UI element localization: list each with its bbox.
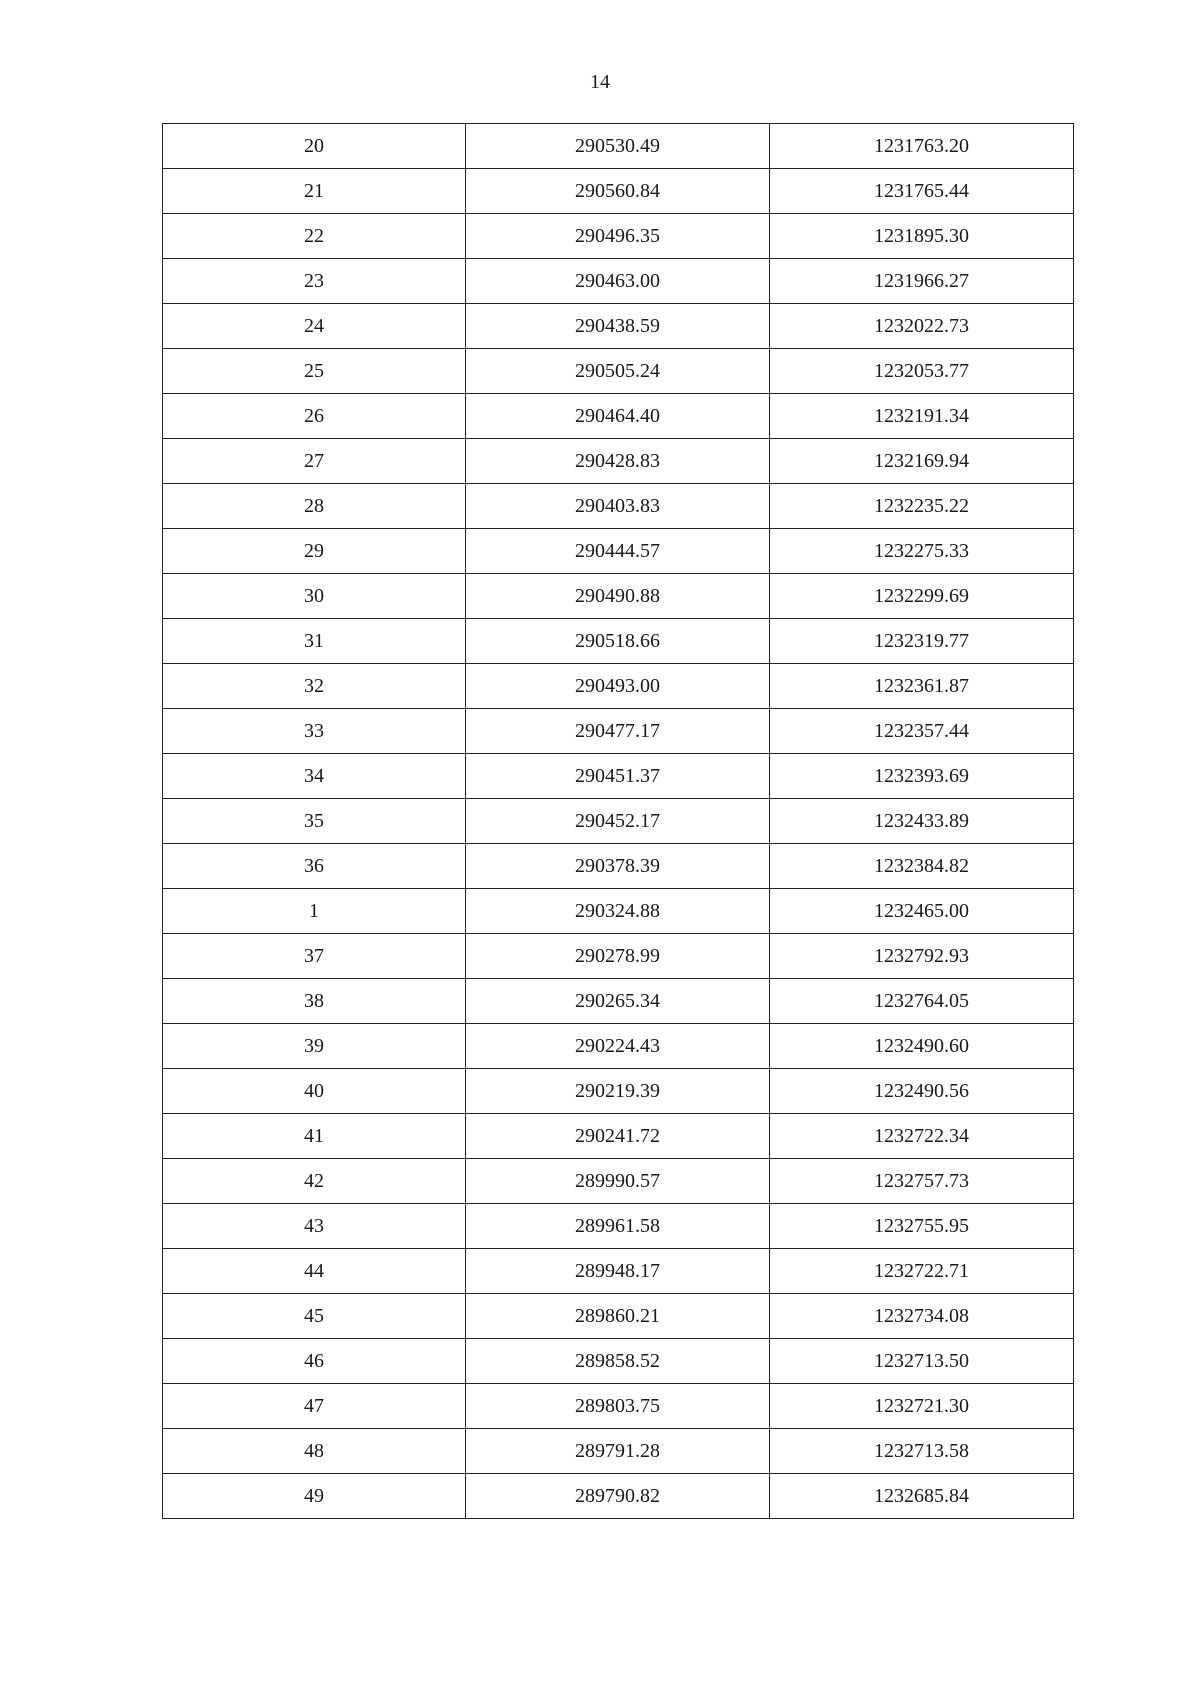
x-coordinate-cell: 289803.75 xyxy=(466,1384,770,1429)
table-row xyxy=(163,304,1074,349)
x-coordinate-cell: 290403.83 xyxy=(466,484,770,529)
point-number-cell: 45 xyxy=(163,1294,466,1339)
point-number-cell: 23 xyxy=(163,259,466,304)
x-coordinate-cell: 290219.39 xyxy=(466,1069,770,1114)
table-row xyxy=(163,844,1074,889)
table-row xyxy=(163,1204,1074,1249)
y-coordinate-cell: 1232053.77 xyxy=(770,349,1074,394)
x-coordinate-cell: 290496.35 xyxy=(466,214,770,259)
table-row xyxy=(163,1294,1074,1339)
y-coordinate-cell: 1232755.95 xyxy=(770,1204,1074,1249)
table-row xyxy=(163,394,1074,439)
y-coordinate-cell: 1232191.34 xyxy=(770,394,1074,439)
point-number-cell: 1 xyxy=(163,889,466,934)
y-coordinate-cell: 1231765.44 xyxy=(770,169,1074,214)
point-number-cell: 46 xyxy=(163,1339,466,1384)
y-coordinate-cell: 1231763.20 xyxy=(770,124,1074,169)
y-coordinate-cell: 1232433.89 xyxy=(770,799,1074,844)
y-coordinate-cell: 1232792.93 xyxy=(770,934,1074,979)
y-coordinate-cell: 1232757.73 xyxy=(770,1159,1074,1204)
y-coordinate-cell: 1232357.44 xyxy=(770,709,1074,754)
x-coordinate-cell: 290241.72 xyxy=(466,1114,770,1159)
y-coordinate-cell: 1232713.58 xyxy=(770,1429,1074,1474)
point-number-cell: 41 xyxy=(163,1114,466,1159)
table-row xyxy=(163,709,1074,754)
point-number-cell: 40 xyxy=(163,1069,466,1114)
y-coordinate-cell: 1232490.56 xyxy=(770,1069,1074,1114)
y-coordinate-cell: 1231895.30 xyxy=(770,214,1074,259)
y-coordinate-cell: 1232734.08 xyxy=(770,1294,1074,1339)
point-number-cell: 30 xyxy=(163,574,466,619)
x-coordinate-cell: 290444.57 xyxy=(466,529,770,574)
table-row xyxy=(163,1339,1074,1384)
point-number-cell: 20 xyxy=(163,124,466,169)
page-number: 14 xyxy=(590,71,610,93)
x-coordinate-cell: 289858.52 xyxy=(466,1339,770,1384)
table-row xyxy=(163,979,1074,1024)
x-coordinate-cell: 290452.17 xyxy=(466,799,770,844)
y-coordinate-cell: 1232022.73 xyxy=(770,304,1074,349)
point-number-cell: 28 xyxy=(163,484,466,529)
table-row xyxy=(163,1159,1074,1204)
y-coordinate-cell: 1232685.84 xyxy=(770,1474,1074,1519)
table-row xyxy=(163,889,1074,934)
table-row xyxy=(163,1474,1074,1519)
table-row xyxy=(163,664,1074,709)
y-coordinate-cell: 1232393.69 xyxy=(770,754,1074,799)
y-coordinate-cell: 1232319.77 xyxy=(770,619,1074,664)
point-number-cell: 43 xyxy=(163,1204,466,1249)
x-coordinate-cell: 289791.28 xyxy=(466,1429,770,1474)
x-coordinate-cell: 290438.59 xyxy=(466,304,770,349)
point-number-cell: 39 xyxy=(163,1024,466,1069)
x-coordinate-cell: 290490.88 xyxy=(466,574,770,619)
table-row xyxy=(163,1069,1074,1114)
table-row xyxy=(163,1429,1074,1474)
x-coordinate-cell: 290464.40 xyxy=(466,394,770,439)
table-body xyxy=(163,124,1074,1519)
point-number-cell: 22 xyxy=(163,214,466,259)
point-number-cell: 34 xyxy=(163,754,466,799)
point-number-cell: 42 xyxy=(163,1159,466,1204)
coordinate-table xyxy=(162,123,1074,1519)
point-number-cell: 37 xyxy=(163,934,466,979)
table-row xyxy=(163,214,1074,259)
point-number-cell: 29 xyxy=(163,529,466,574)
y-coordinate-cell: 1232384.82 xyxy=(770,844,1074,889)
table-row xyxy=(163,124,1074,169)
table-row xyxy=(163,574,1074,619)
table-row xyxy=(163,754,1074,799)
table-row xyxy=(163,349,1074,394)
point-number-cell: 47 xyxy=(163,1384,466,1429)
x-coordinate-cell: 289948.17 xyxy=(466,1249,770,1294)
table-row xyxy=(163,169,1074,214)
table-row xyxy=(163,484,1074,529)
y-coordinate-cell: 1232275.33 xyxy=(770,529,1074,574)
table-row xyxy=(163,1249,1074,1294)
point-number-cell: 26 xyxy=(163,394,466,439)
y-coordinate-cell: 1232722.34 xyxy=(770,1114,1074,1159)
point-number-cell: 33 xyxy=(163,709,466,754)
y-coordinate-cell: 1232299.69 xyxy=(770,574,1074,619)
x-coordinate-cell: 290530.49 xyxy=(466,124,770,169)
x-coordinate-cell: 290265.34 xyxy=(466,979,770,1024)
point-number-cell: 44 xyxy=(163,1249,466,1294)
table-row xyxy=(163,934,1074,979)
x-coordinate-cell: 290477.17 xyxy=(466,709,770,754)
point-number-cell: 38 xyxy=(163,979,466,1024)
table-row xyxy=(163,619,1074,664)
x-coordinate-cell: 290518.66 xyxy=(466,619,770,664)
x-coordinate-cell: 289790.82 xyxy=(466,1474,770,1519)
x-coordinate-cell: 289860.21 xyxy=(466,1294,770,1339)
y-coordinate-cell: 1232764.05 xyxy=(770,979,1074,1024)
table-row xyxy=(163,259,1074,304)
point-number-cell: 48 xyxy=(163,1429,466,1474)
table-row xyxy=(163,799,1074,844)
x-coordinate-cell: 290451.37 xyxy=(466,754,770,799)
y-coordinate-cell: 1232235.22 xyxy=(770,484,1074,529)
y-coordinate-cell: 1232713.50 xyxy=(770,1339,1074,1384)
table-row xyxy=(163,1024,1074,1069)
point-number-cell: 24 xyxy=(163,304,466,349)
point-number-cell: 31 xyxy=(163,619,466,664)
y-coordinate-cell: 1232721.30 xyxy=(770,1384,1074,1429)
x-coordinate-cell: 290278.99 xyxy=(466,934,770,979)
point-number-cell: 36 xyxy=(163,844,466,889)
x-coordinate-cell: 290224.43 xyxy=(466,1024,770,1069)
point-number-cell: 25 xyxy=(163,349,466,394)
point-number-cell: 35 xyxy=(163,799,466,844)
table-row xyxy=(163,439,1074,484)
x-coordinate-cell: 290324.88 xyxy=(466,889,770,934)
y-coordinate-cell: 1232465.00 xyxy=(770,889,1074,934)
x-coordinate-cell: 289990.57 xyxy=(466,1159,770,1204)
y-coordinate-cell: 1232722.71 xyxy=(770,1249,1074,1294)
x-coordinate-cell: 290463.00 xyxy=(466,259,770,304)
x-coordinate-cell: 290378.39 xyxy=(466,844,770,889)
point-number-cell: 21 xyxy=(163,169,466,214)
table-row xyxy=(163,529,1074,574)
y-coordinate-cell: 1232169.94 xyxy=(770,439,1074,484)
point-number-cell: 27 xyxy=(163,439,466,484)
x-coordinate-cell: 290505.24 xyxy=(466,349,770,394)
x-coordinate-cell: 290560.84 xyxy=(466,169,770,214)
y-coordinate-cell: 1232490.60 xyxy=(770,1024,1074,1069)
point-number-cell: 32 xyxy=(163,664,466,709)
y-coordinate-cell: 1231966.27 xyxy=(770,259,1074,304)
x-coordinate-cell: 289961.58 xyxy=(466,1204,770,1249)
y-coordinate-cell: 1232361.87 xyxy=(770,664,1074,709)
table-row xyxy=(163,1384,1074,1429)
table-row xyxy=(163,1114,1074,1159)
x-coordinate-cell: 290428.83 xyxy=(466,439,770,484)
point-number-cell: 49 xyxy=(163,1474,466,1519)
x-coordinate-cell: 290493.00 xyxy=(466,664,770,709)
